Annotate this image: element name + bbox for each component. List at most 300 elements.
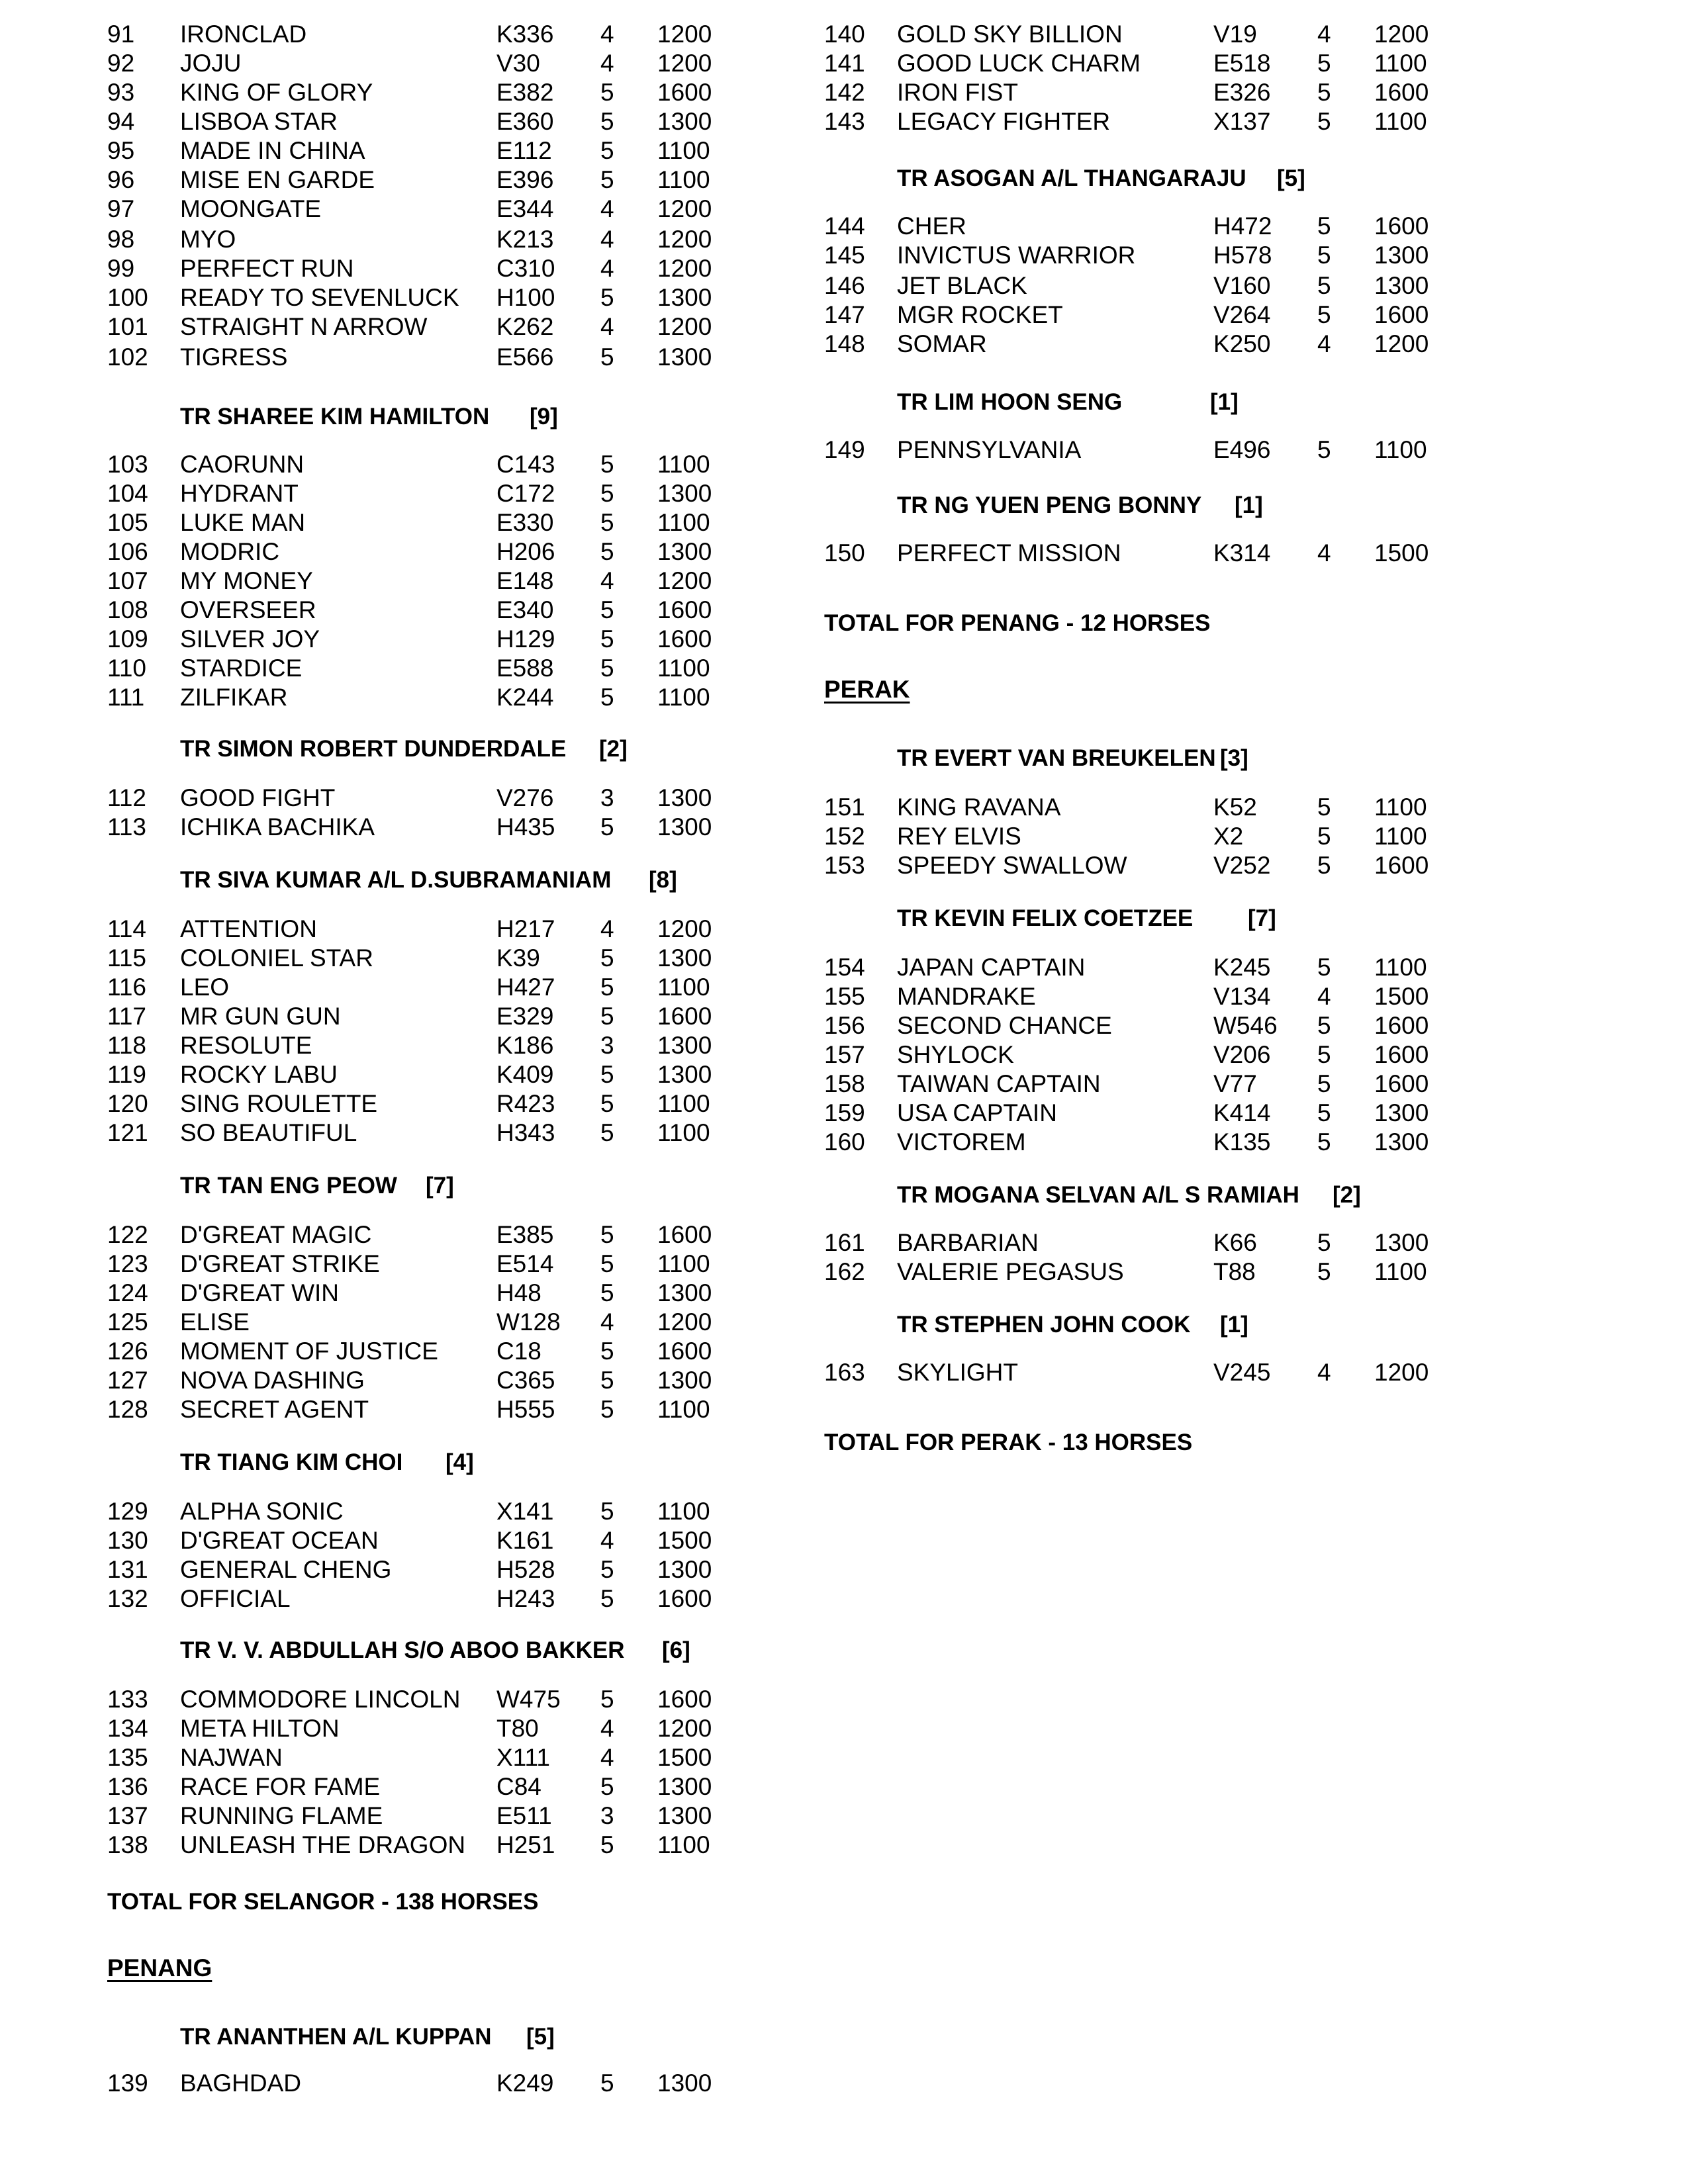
trainer-name: TR EVERT VAN BREUKELEN xyxy=(897,745,1216,771)
horse-code: H243 xyxy=(496,1585,555,1612)
horse-row xyxy=(717,20,1445,49)
horse-name: BARBARIAN xyxy=(897,1229,1039,1256)
horse-age: 5 xyxy=(600,596,614,623)
horse-name: ALPHA SONIC xyxy=(180,1498,344,1525)
region-heading: PERAK xyxy=(824,676,910,703)
horse-age: 5 xyxy=(600,1061,614,1088)
trainer-name: TR SIVA KUMAR A/L D.SUBRAMANIAM xyxy=(180,867,612,893)
horse-age: 5 xyxy=(600,451,614,478)
horse-distance: 1600 xyxy=(1374,1070,1429,1097)
trainer-name: TR V. V. ABDULLAH S/O ABOO BAKKER xyxy=(180,1637,625,1663)
horse-distance: 1600 xyxy=(657,79,712,106)
entry-number: 107 xyxy=(107,567,148,594)
entry-number: 97 xyxy=(107,195,135,222)
horse-row xyxy=(0,1685,728,1714)
entry-number: 142 xyxy=(824,79,865,106)
horse-row xyxy=(717,1128,1445,1157)
horse-code: K186 xyxy=(496,1032,554,1059)
horse-distance: 1100 xyxy=(1374,436,1427,463)
horse-code: V245 xyxy=(1213,1359,1271,1386)
horse-age: 4 xyxy=(600,1527,614,1554)
horse-distance: 1200 xyxy=(657,226,712,253)
horse-distance: 1500 xyxy=(657,1527,712,1554)
horse-name: CHER xyxy=(897,212,966,240)
trainer-horse-count: [4] xyxy=(445,1449,474,1475)
horse-name: LEGACY FIGHTER xyxy=(897,108,1111,135)
entry-number: 109 xyxy=(107,625,148,653)
horse-distance: 1100 xyxy=(657,451,710,478)
horse-code: H48 xyxy=(496,1279,541,1306)
horse-distance: 1500 xyxy=(657,1744,712,1771)
entry-number: 94 xyxy=(107,108,135,135)
trainer-heading xyxy=(180,1448,710,1477)
trainer-heading xyxy=(180,402,710,432)
horse-distance: 1200 xyxy=(1374,1359,1429,1386)
horse-age: 4 xyxy=(1317,539,1331,567)
horse-name: OVERSEER xyxy=(180,596,316,623)
horse-age: 5 xyxy=(600,343,614,371)
horse-row xyxy=(0,225,728,254)
horse-name: KING OF GLORY xyxy=(180,79,373,106)
entry-number: 129 xyxy=(107,1498,148,1525)
horse-row xyxy=(717,793,1445,822)
horse-row xyxy=(0,683,728,712)
horse-age: 5 xyxy=(600,166,614,193)
horse-name: USA CAPTAIN xyxy=(897,1099,1057,1126)
entry-number: 133 xyxy=(107,1686,148,1713)
horse-distance: 1300 xyxy=(657,108,712,135)
horse-name: JAPAN CAPTAIN xyxy=(897,954,1086,981)
horse-distance: 1600 xyxy=(657,1686,712,1713)
trainer-horse-count: [6] xyxy=(662,1637,690,1663)
horse-row xyxy=(0,654,728,683)
horse-row xyxy=(0,254,728,283)
horse-distance: 1100 xyxy=(657,655,710,682)
horse-name: BAGHDAD xyxy=(180,2070,301,2097)
horse-code: V160 xyxy=(1213,272,1271,299)
entry-number: 131 xyxy=(107,1556,148,1583)
horse-age: 4 xyxy=(600,567,614,594)
horse-row xyxy=(0,1584,728,1614)
entry-number: 157 xyxy=(824,1041,865,1068)
horse-code: H435 xyxy=(496,813,555,841)
horse-code: E566 xyxy=(496,343,554,371)
entry-number: 122 xyxy=(107,1221,148,1248)
entry-number: 140 xyxy=(824,21,865,48)
horse-name: COMMODORE LINCOLN xyxy=(180,1686,461,1713)
horse-name: RACE FOR FAME xyxy=(180,1773,381,1800)
trainer-horse-count: [9] xyxy=(530,404,558,430)
horse-distance: 1300 xyxy=(657,1802,712,1829)
horse-name: ROCKY LABU xyxy=(180,1061,338,1088)
horse-row xyxy=(0,1526,728,1555)
entry-number: 96 xyxy=(107,166,135,193)
entry-number: 93 xyxy=(107,79,135,106)
horse-distance: 1200 xyxy=(657,50,712,77)
horse-code: H217 xyxy=(496,915,555,942)
horse-age: 5 xyxy=(1317,1041,1331,1068)
horse-distance: 1200 xyxy=(657,313,712,340)
horse-name: MANDRAKE xyxy=(897,983,1036,1010)
horse-age: 5 xyxy=(600,137,614,164)
horse-row xyxy=(0,1279,728,1308)
horse-age: 5 xyxy=(600,1585,614,1612)
horse-name: HYDRANT xyxy=(180,480,299,507)
horse-distance: 1300 xyxy=(657,1556,712,1583)
horse-distance: 1600 xyxy=(1374,1041,1429,1068)
horse-age: 5 xyxy=(600,1831,614,1858)
entry-number: 115 xyxy=(107,944,146,972)
horse-name: UNLEASH THE DRAGON xyxy=(180,1831,466,1858)
horse-name: D'GREAT WIN xyxy=(180,1279,340,1306)
horse-distance: 1200 xyxy=(657,255,712,282)
entry-number: 128 xyxy=(107,1396,148,1423)
horse-name: LISBOA STAR xyxy=(180,108,338,135)
horse-code: V264 xyxy=(1213,301,1271,328)
horse-distance: 1300 xyxy=(657,284,712,311)
horse-distance: 1200 xyxy=(657,915,712,942)
horse-code: E496 xyxy=(1213,436,1271,463)
horse-age: 5 xyxy=(1317,1012,1331,1039)
horse-name: INVICTUS WARRIOR xyxy=(897,242,1136,269)
entry-number: 149 xyxy=(824,436,865,463)
horse-row xyxy=(0,1366,728,1395)
horse-age: 5 xyxy=(1317,823,1331,850)
horse-distance: 1300 xyxy=(657,1773,712,1800)
horse-age: 5 xyxy=(600,1003,614,1030)
horse-age: 5 xyxy=(600,1250,614,1277)
horse-name: RUNNING FLAME xyxy=(180,1802,383,1829)
trainer-name: TR ANANTHEN A/L KUPPAN xyxy=(180,2024,492,2050)
horse-age: 5 xyxy=(600,813,614,841)
horse-row xyxy=(0,1337,728,1366)
entry-number: 123 xyxy=(107,1250,148,1277)
horse-code: E514 xyxy=(496,1250,554,1277)
entry-number: 141 xyxy=(824,50,865,77)
horse-name: COLONIEL STAR xyxy=(180,944,373,972)
horse-code: H129 xyxy=(496,625,555,653)
horse-age: 5 xyxy=(600,538,614,565)
horse-code: C172 xyxy=(496,480,555,507)
horse-row xyxy=(717,1257,1445,1287)
trainer-name: TR ASOGAN A/L THANGARAJU xyxy=(897,165,1246,191)
horse-code: V206 xyxy=(1213,1041,1271,1068)
horse-name: STRAIGHT N ARROW xyxy=(180,313,428,340)
trainer-name: TR SIMON ROBERT DUNDERDALE xyxy=(180,736,567,762)
horse-code: E148 xyxy=(496,567,554,594)
entry-number: 108 xyxy=(107,596,148,623)
horse-name: NOVA DASHING xyxy=(180,1367,365,1394)
horse-name: MOMENT OF JUSTICE xyxy=(180,1338,438,1365)
horse-age: 4 xyxy=(600,255,614,282)
horse-code: V19 xyxy=(1213,21,1257,48)
horse-name: PERFECT RUN xyxy=(180,255,354,282)
horse-age: 5 xyxy=(600,1221,614,1248)
entry-number: 110 xyxy=(107,655,146,682)
entry-number: 98 xyxy=(107,226,135,253)
horse-distance: 1600 xyxy=(657,1338,712,1365)
horse-name: TIGRESS xyxy=(180,343,288,371)
horse-distance: 1600 xyxy=(1374,301,1429,328)
horse-code: E385 xyxy=(496,1221,554,1248)
entry-number: 162 xyxy=(824,1258,865,1285)
horse-row xyxy=(0,1220,728,1250)
horse-distance: 1300 xyxy=(657,480,712,507)
horse-name: SPEEDY SWALLOW xyxy=(897,852,1127,879)
entry-number: 130 xyxy=(107,1527,148,1554)
horse-distance: 1300 xyxy=(1374,242,1429,269)
entry-number: 160 xyxy=(824,1128,865,1156)
horse-row xyxy=(717,1011,1445,1040)
horse-row xyxy=(0,1031,728,1060)
horse-code: E344 xyxy=(496,195,554,222)
entry-number: 113 xyxy=(107,813,146,841)
horse-row xyxy=(717,49,1445,78)
horse-distance: 1200 xyxy=(657,195,712,222)
trainer-horse-count: [8] xyxy=(649,867,677,893)
horse-distance: 1300 xyxy=(1374,1229,1429,1256)
horse-age: 4 xyxy=(600,21,614,48)
horse-name: MGR ROCKET xyxy=(897,301,1063,328)
entry-number: 146 xyxy=(824,272,865,299)
horse-name: SOMAR xyxy=(897,330,987,357)
entry-number: 154 xyxy=(824,954,865,981)
trainer-name: TR LIM HOON SENG xyxy=(897,389,1123,415)
trainer-heading xyxy=(897,164,1427,193)
trainer-horse-count: [5] xyxy=(1277,165,1305,191)
trainer-heading xyxy=(180,2023,710,2052)
horse-name: SKYLIGHT xyxy=(897,1359,1018,1386)
entry-number: 92 xyxy=(107,50,135,77)
horse-age: 4 xyxy=(1317,21,1331,48)
entry-number: 132 xyxy=(107,1585,148,1612)
horse-row xyxy=(0,784,728,813)
horse-name: LEO xyxy=(180,974,230,1001)
horse-name: ICHIKA BACHIKA xyxy=(180,813,375,841)
trainer-heading xyxy=(897,491,1427,520)
horse-distance: 1100 xyxy=(657,1396,710,1423)
horse-distance: 1300 xyxy=(657,1367,712,1394)
horse-distance: 1100 xyxy=(657,166,710,193)
horse-age: 4 xyxy=(600,1715,614,1742)
horse-name: LUKE MAN xyxy=(180,509,306,536)
horse-age: 4 xyxy=(600,226,614,253)
trainer-name: TR SHAREE KIM HAMILTON xyxy=(180,404,490,430)
horse-age: 4 xyxy=(1317,1359,1331,1386)
horse-name: STARDICE xyxy=(180,655,303,682)
entry-number: 103 xyxy=(107,451,148,478)
horse-distance: 1200 xyxy=(1374,21,1429,48)
horse-code: H528 xyxy=(496,1556,555,1583)
trainer-horse-count: [3] xyxy=(1220,745,1248,771)
horse-age: 4 xyxy=(1317,983,1331,1010)
entry-number: 158 xyxy=(824,1070,865,1097)
entry-number: 138 xyxy=(107,1831,148,1858)
horse-name: IRONCLAD xyxy=(180,21,307,48)
horse-age: 3 xyxy=(600,784,614,811)
horse-age: 4 xyxy=(1317,330,1331,357)
entry-number: 156 xyxy=(824,1012,865,1039)
horse-code: K135 xyxy=(1213,1128,1271,1156)
horse-row xyxy=(717,982,1445,1011)
horse-name: OFFICIAL xyxy=(180,1585,291,1612)
trainer-horse-count: [7] xyxy=(426,1173,454,1199)
horse-code: T88 xyxy=(1213,1258,1256,1285)
horse-distance: 1100 xyxy=(1374,1258,1427,1285)
horse-distance: 1100 xyxy=(657,684,710,711)
horse-code: E588 xyxy=(496,655,554,682)
entry-number: 147 xyxy=(824,301,865,328)
horse-code: W128 xyxy=(496,1308,561,1336)
horse-distance: 1100 xyxy=(1374,108,1427,135)
entry-number: 136 xyxy=(107,1773,148,1800)
trainer-horse-count: [1] xyxy=(1220,1312,1248,1338)
horse-distance: 1600 xyxy=(1374,79,1429,106)
horse-name: MOONGATE xyxy=(180,195,322,222)
trainer-horse-count: [5] xyxy=(526,2024,555,2050)
horse-row xyxy=(0,1308,728,1337)
horse-code: K52 xyxy=(1213,794,1257,821)
horse-code: K314 xyxy=(1213,539,1271,567)
entry-number: 135 xyxy=(107,1744,148,1771)
entry-number: 91 xyxy=(107,21,135,48)
horse-name: MISE EN GARDE xyxy=(180,166,375,193)
horse-age: 5 xyxy=(600,1338,614,1365)
horse-code: W546 xyxy=(1213,1012,1278,1039)
entry-number: 112 xyxy=(107,784,146,811)
horse-age: 5 xyxy=(1317,242,1331,269)
horse-code: X111 xyxy=(496,1744,550,1771)
horse-distance: 1300 xyxy=(1374,272,1429,299)
region-total: TOTAL FOR PERAK - 13 HORSES xyxy=(824,1430,1193,1455)
horse-distance: 1600 xyxy=(657,1585,712,1612)
horse-age: 5 xyxy=(1317,1070,1331,1097)
entry-number: 126 xyxy=(107,1338,148,1365)
horse-name: KING RAVANA xyxy=(897,794,1061,821)
trainer-heading xyxy=(897,388,1427,417)
trainer-name: TR MOGANA SELVAN A/L S RAMIAH xyxy=(897,1182,1299,1208)
horse-code: V134 xyxy=(1213,983,1271,1010)
horse-distance: 1300 xyxy=(657,1061,712,1088)
entry-number: 106 xyxy=(107,538,148,565)
horse-age: 5 xyxy=(600,684,614,711)
horse-name: META HILTON xyxy=(180,1715,340,1742)
horse-distance: 1500 xyxy=(1374,983,1429,1010)
entry-number: 127 xyxy=(107,1367,148,1394)
horse-code: V77 xyxy=(1213,1070,1257,1097)
horse-row xyxy=(0,944,728,973)
horse-row xyxy=(0,1060,728,1089)
horse-row xyxy=(0,973,728,1002)
horse-name: SECRET AGENT xyxy=(180,1396,369,1423)
trainer-horse-count: [2] xyxy=(1333,1182,1361,1208)
horse-row xyxy=(717,78,1445,107)
entry-number: 105 xyxy=(107,509,148,536)
horse-row xyxy=(0,136,728,165)
horse-row xyxy=(0,1250,728,1279)
horse-distance: 1600 xyxy=(1374,212,1429,240)
horse-distance: 1100 xyxy=(1374,954,1427,981)
horse-name: GOOD LUCK CHARM xyxy=(897,50,1141,77)
horse-distance: 1100 xyxy=(657,509,710,536)
horse-code: H100 xyxy=(496,284,555,311)
horse-name: ZILFIKAR xyxy=(180,684,288,711)
horse-code: H206 xyxy=(496,538,555,565)
horse-name: PENNSYLVANIA xyxy=(897,436,1082,463)
horse-age: 4 xyxy=(600,50,614,77)
horse-code: H472 xyxy=(1213,212,1272,240)
entry-number: 99 xyxy=(107,255,135,282)
horse-row xyxy=(717,107,1445,136)
horse-age: 5 xyxy=(1317,852,1331,879)
horse-distance: 1100 xyxy=(657,1119,710,1146)
horse-distance: 1200 xyxy=(1374,330,1429,357)
horse-distance: 1300 xyxy=(657,343,712,371)
horse-age: 5 xyxy=(1317,79,1331,106)
horse-age: 5 xyxy=(600,1498,614,1525)
region-heading: PENANG xyxy=(107,1954,212,1981)
horse-row xyxy=(0,283,728,312)
horse-row xyxy=(717,1099,1445,1128)
entry-number: 137 xyxy=(107,1802,148,1829)
entry-number: 118 xyxy=(107,1032,146,1059)
horse-age: 5 xyxy=(1317,1099,1331,1126)
horse-distance: 1100 xyxy=(1374,794,1427,821)
horse-age: 4 xyxy=(600,1308,614,1336)
horse-row xyxy=(0,479,728,508)
horse-distance: 1200 xyxy=(657,21,712,48)
entry-number: 102 xyxy=(107,343,148,371)
entry-number: 152 xyxy=(824,823,865,850)
horse-age: 5 xyxy=(1317,794,1331,821)
horse-name: SECOND CHANCE xyxy=(897,1012,1112,1039)
horse-code: H427 xyxy=(496,974,555,1001)
horse-row xyxy=(717,435,1445,465)
horse-code: C310 xyxy=(496,255,555,282)
horse-code: E112 xyxy=(496,137,552,164)
entry-number: 114 xyxy=(107,915,146,942)
horse-name: CAORUNN xyxy=(180,451,305,478)
horse-row xyxy=(0,450,728,479)
trainer-horse-count: [1] xyxy=(1235,492,1263,518)
horse-distance: 1100 xyxy=(1374,50,1427,77)
horse-name: MY MONEY xyxy=(180,567,313,594)
entry-number: 161 xyxy=(824,1229,865,1256)
horse-code: K414 xyxy=(1213,1099,1271,1126)
trainer-heading xyxy=(897,744,1427,773)
horse-row xyxy=(0,1002,728,1031)
horse-age: 5 xyxy=(600,79,614,106)
horse-row xyxy=(0,312,728,341)
horse-age: 5 xyxy=(600,1090,614,1117)
trainer-heading xyxy=(897,1310,1427,1340)
horse-code: H555 xyxy=(496,1396,555,1423)
horse-code: C365 xyxy=(496,1367,555,1394)
trainer-heading xyxy=(180,866,710,895)
horse-code: E382 xyxy=(496,79,554,106)
horse-age: 5 xyxy=(600,974,614,1001)
horse-age: 5 xyxy=(1317,50,1331,77)
horse-age: 5 xyxy=(600,1686,614,1713)
horse-row xyxy=(0,1118,728,1148)
horse-distance: 1500 xyxy=(1374,539,1429,567)
horse-age: 5 xyxy=(1317,1258,1331,1285)
entry-number: 134 xyxy=(107,1715,148,1742)
horse-name: D'GREAT OCEAN xyxy=(180,1527,379,1554)
horse-name: REY ELVIS xyxy=(897,823,1021,850)
horse-name: MODRIC xyxy=(180,538,280,565)
horse-name: SILVER JOY xyxy=(180,625,320,653)
